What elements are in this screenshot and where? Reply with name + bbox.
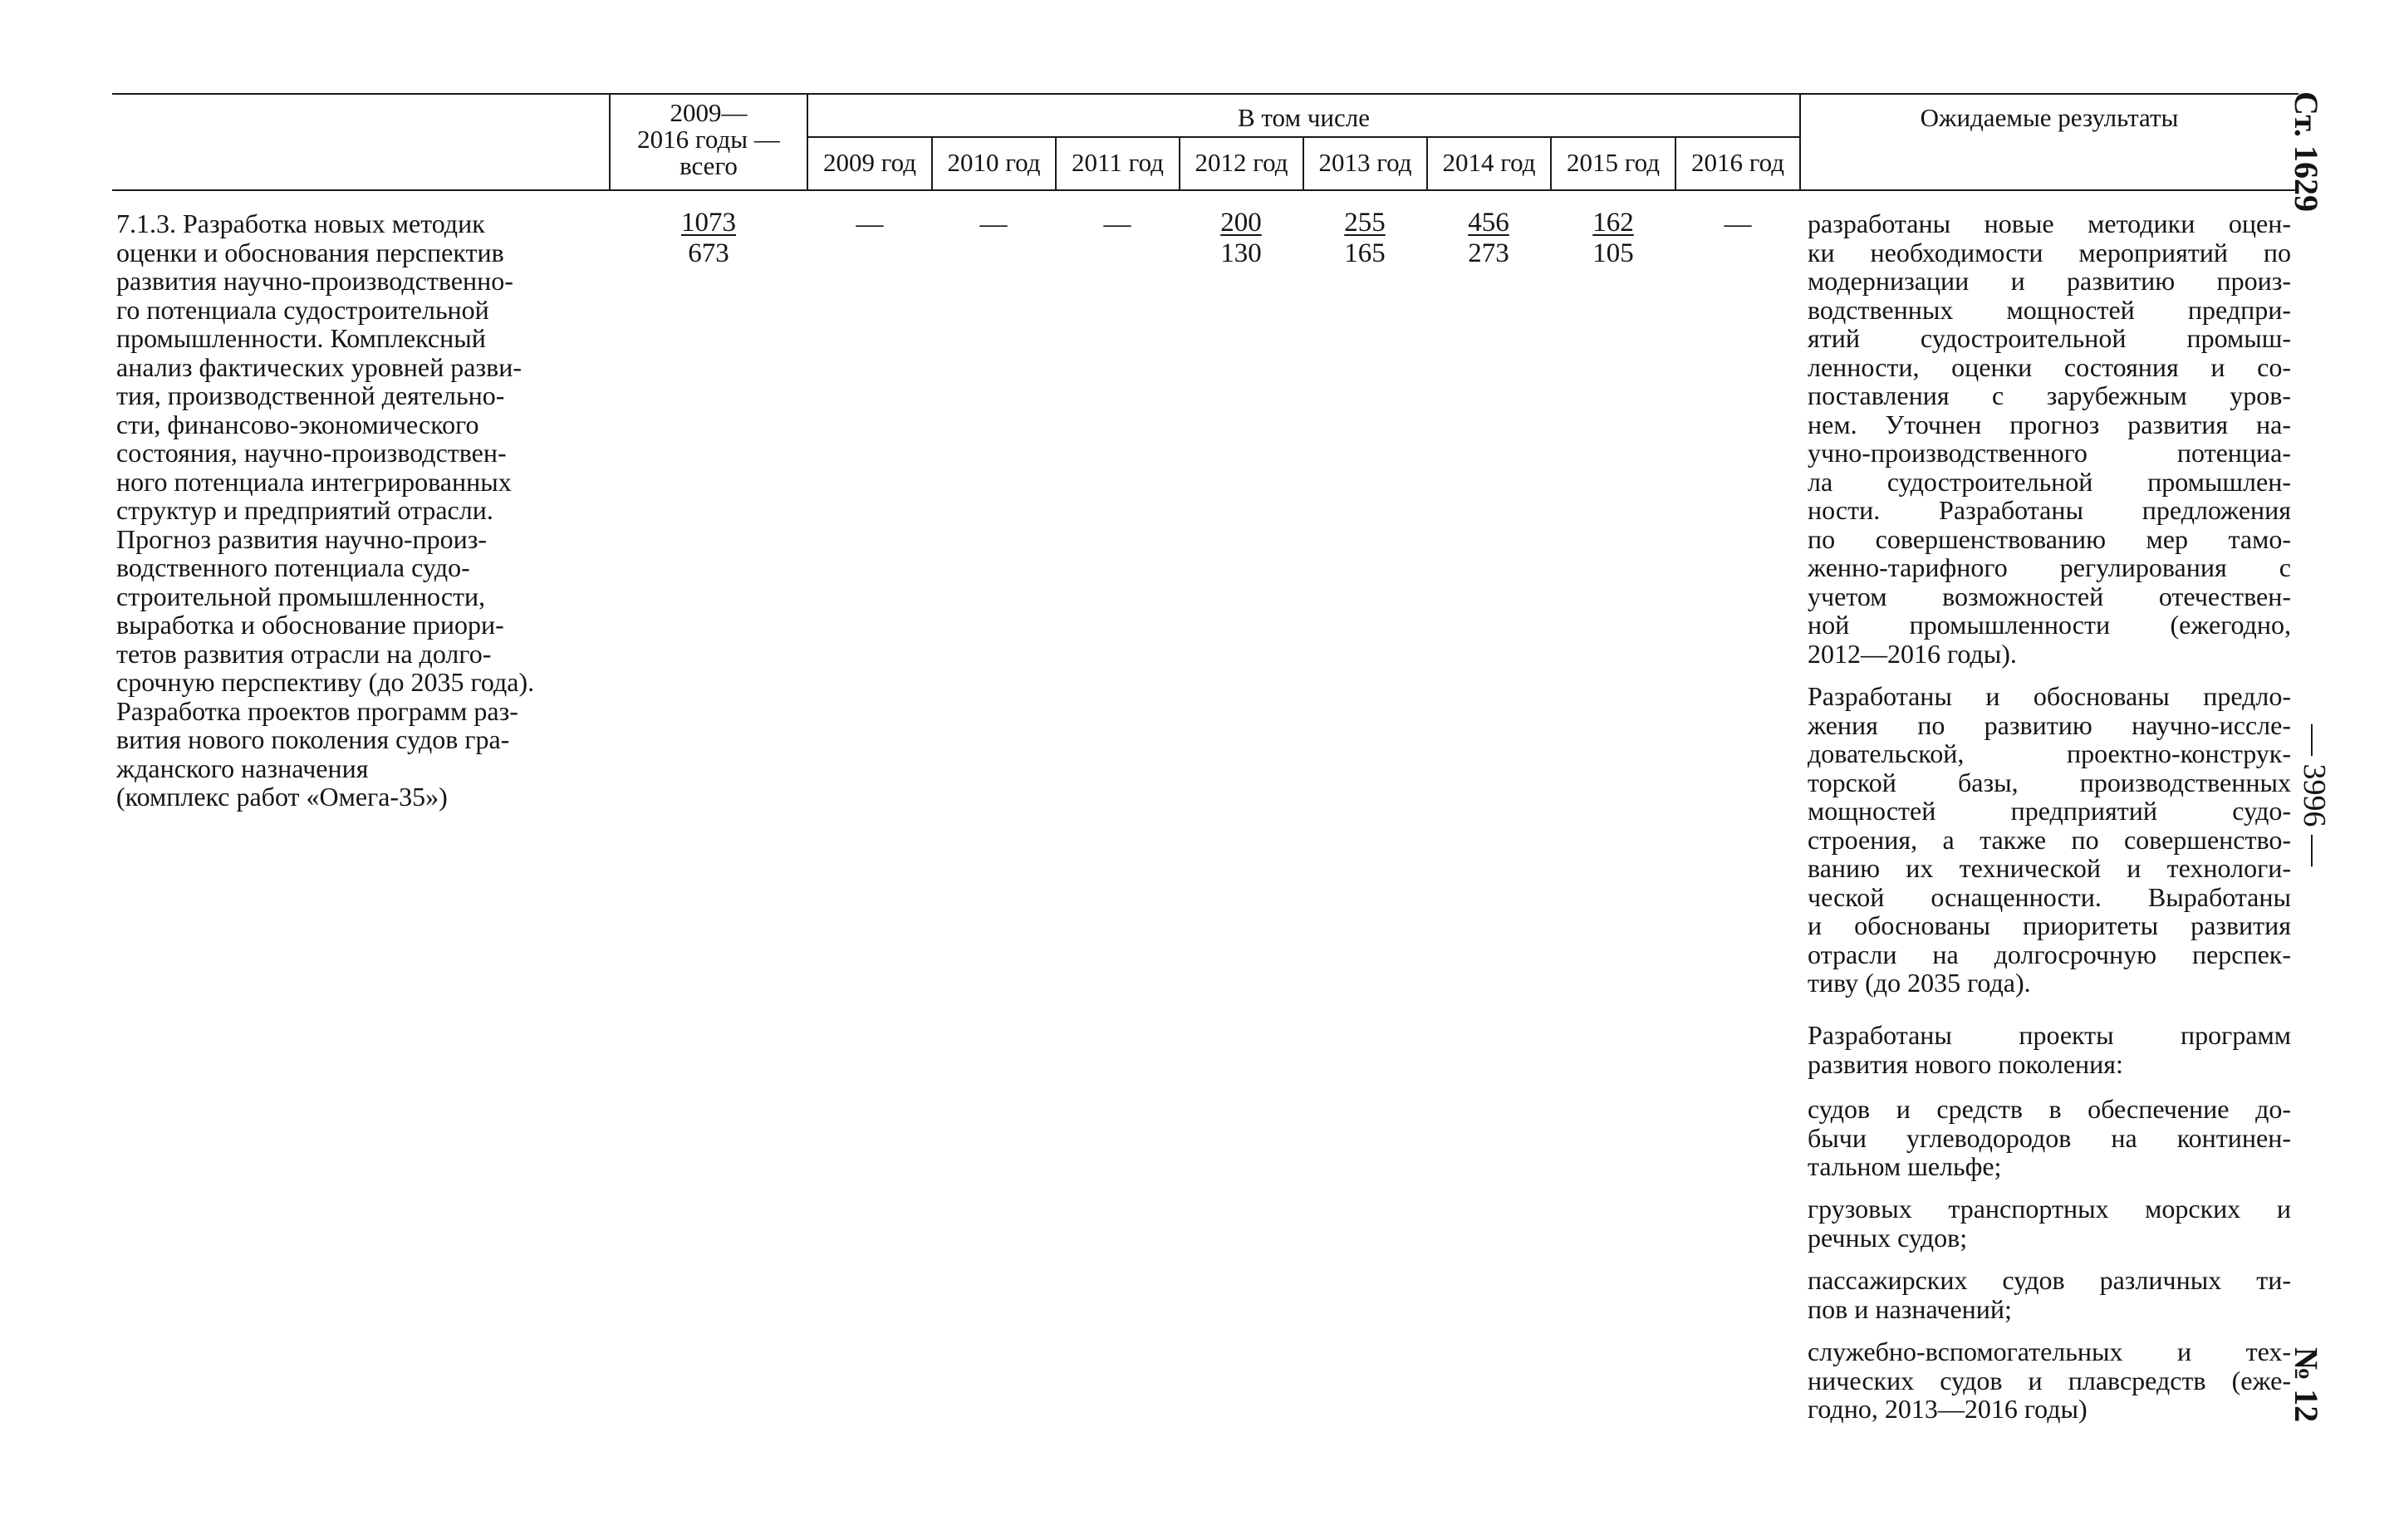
value-2013-bottom: 165 [1344,238,1386,268]
description-line: го потенциала судостроительной [116,294,489,325]
article-number: Ст. 1629 [2288,91,2325,212]
results-line: тальном шельфе; [1808,1151,2002,1181]
results-line: 2012—2016 годы). [1808,638,2017,669]
year-header-rule [808,136,1800,138]
results-line: учетом возможностей отечествен- [1808,581,2291,611]
value-2012 [1191,208,1291,269]
results-line: судов и средств в обеспечение до- [1808,1094,2291,1124]
description-line: вития нового поколения судов гра- [116,724,510,754]
results-line: поставления с зарубежным уров- [1808,380,2291,410]
results-line: пассажирских судов различных ти- [1808,1265,2291,1295]
description-line: строительной промышленности, [116,581,486,611]
results-paragraph [1808,1266,2291,1323]
results-line: ки необходимости мероприятий по [1808,237,2291,267]
year-header-2012: 2012 год [1195,148,1288,177]
description-line: выработка и обоснование приори- [116,610,504,640]
year-header-2009: 2009 год [822,148,917,177]
value-2011: — [1103,209,1131,239]
total-value [659,208,758,269]
results-line: Разработаны и обоснованы предло- [1808,681,2291,711]
value-2015-top: 162 [1592,208,1634,238]
results-line: нических судов и плавсредств (еже- [1808,1365,2291,1395]
total-value-bottom: 673 [688,238,729,268]
description-line: оценки и обоснования перспектив [116,237,504,267]
results-header: Ожидаемые результаты [1920,103,2179,132]
results-line: мощностей предприятий судо- [1808,796,2291,826]
results-line: ла судостроительной промышлен- [1808,466,2291,497]
value-2009: — [856,209,884,239]
results-line: Разработаны проекты программ [1808,1020,2291,1050]
results-paragraph [1808,209,2291,668]
results-line: отрасли на долгосрочную перспек- [1808,939,2291,969]
value-2010: — [979,209,1008,239]
results-paragraph [1808,1021,2291,1078]
results-paragraph [1808,682,2291,998]
description-line: структур и предприятий отрасли. [116,495,493,525]
year-header-2015: 2015 год [1566,148,1661,177]
description-line: анализ фактических уровней разви- [116,351,522,382]
results-paragraph [1808,1095,2291,1181]
value-2013 [1315,208,1415,269]
results-line: бычи углеводородов на континен- [1808,1122,2291,1153]
results-line: модернизации и развитию произ- [1808,266,2291,296]
results-line: по совершенствованию мер тамо- [1808,523,2291,554]
results-line: разработаны новые методики оцен- [1808,208,2291,238]
year-header-2011: 2011 год [1072,148,1164,177]
table-top-rule [112,93,2299,95]
value-2012-bottom: 130 [1220,238,1262,268]
results-line: учно-производственного потенциа- [1808,438,2291,468]
description-line: Разработка проектов программ раз- [116,695,518,726]
results-paragraph [1808,1337,2291,1424]
value-2015-bottom: 105 [1592,238,1634,268]
header-bottom-rule [112,189,2299,191]
value-2016: — [1724,209,1752,239]
total-header [611,100,806,179]
measure-description [116,209,588,812]
results-line: жения по развитию научно-иссле- [1808,709,2291,740]
results-line: речных судов; [1808,1222,1968,1253]
total-header-line: 2016 годы — [637,125,780,154]
year-header-2014: 2014 год [1442,148,1536,177]
results-line: нем. Уточнен прогноз развития на- [1808,409,2291,439]
description-line: Прогноз развития научно-произ- [116,523,488,554]
year-header-2016: 2016 год [1690,148,1785,177]
value-2014 [1439,208,1538,269]
results-line: развития нового поколения: [1808,1048,2123,1079]
results-line: грузовых транспортных морских и [1808,1194,2291,1224]
description-line: ного потенциала интегрированных [116,466,512,497]
issue-number: № 12 [2288,1347,2325,1423]
results-line: ванию их технической и технологи- [1808,853,2291,883]
description-line: жданского назначения [116,753,369,783]
results-paragraph [1808,1194,2291,1252]
value-2013-top: 255 [1344,208,1386,238]
value-2014-bottom: 273 [1468,238,1509,268]
total-value-top: 1073 [681,208,736,238]
results-line: ленности, оценки состояния и со- [1808,351,2291,382]
value-2015 [1563,208,1663,269]
total-header-line: всего [679,151,738,180]
page-number: — 3996 — [2297,724,2332,866]
description-line: 7.1.3. Разработка новых методик [116,208,485,238]
value-2012-top: 200 [1220,208,1262,238]
description-line: состояния, научно-производствен- [116,438,507,468]
description-line: развития научно-производственно- [116,266,513,296]
results-line: ной промышленности (ежегодно, [1808,610,2291,640]
description-line: сти, финансово-экономического [116,409,479,439]
year-header-2013: 2013 год [1318,148,1412,177]
description-line: тетов развития отрасли на долго- [116,638,492,669]
results-line: водственных мощностей предпри- [1808,294,2291,325]
results-line: строения, а также по совершенство- [1808,824,2291,855]
group-header: В том числе [1237,103,1370,132]
results-line: служебно-вспомогательных и тех- [1808,1336,2291,1366]
description-line: срочную перспективу (до 2035 года). [116,667,535,697]
results-line: довательской, проектно-конструк- [1808,738,2291,768]
results-line: женно-тарифного регулирования с [1808,552,2291,582]
description-line: водственного потенциала судо- [116,552,470,582]
results-line: ятий судостроительной промыш- [1808,323,2291,353]
value-2014-top: 456 [1468,208,1509,238]
description-line: тия, производственной деятельно- [116,380,505,410]
results-line: тиву (до 2035 года). [1808,968,2031,998]
results-line: ности. Разработаны предложения [1808,495,2291,525]
description-line: (комплекс работ «Омега-35») [116,782,448,812]
results-line: пов и назначений; [1808,1293,2012,1324]
total-header-line: 2009— [670,98,748,127]
description-line: промышленности. Комплексный [116,323,486,353]
results-line: торской базы, производственных [1808,767,2291,797]
results-line: ческой оснащенности. Выработаны [1808,881,2291,912]
col-divider [609,93,611,191]
results-line: и обоснованы приоритеты развития [1808,910,2291,940]
year-header-2010: 2010 год [947,148,1041,177]
results-line: годно, 2013—2016 годы) [1808,1394,2088,1424]
